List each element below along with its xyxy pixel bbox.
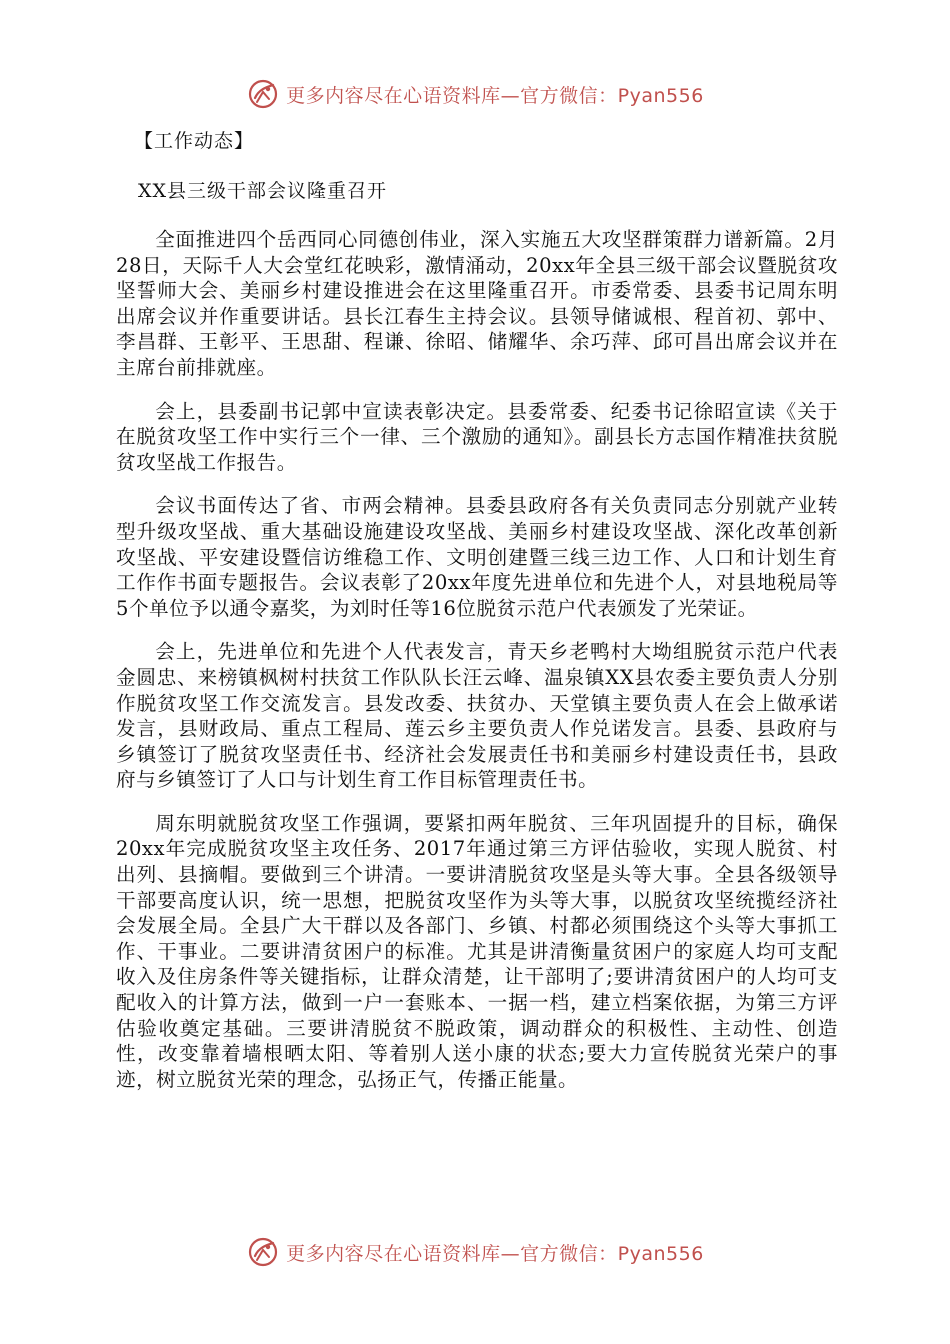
brand-logo-icon [246, 77, 280, 111]
section-tag: 【工作动态】 [134, 130, 255, 152]
article-headline: XX县三级干部会议隆重召开 [138, 180, 388, 202]
paragraph: 周东明就脱贫攻坚工作强调，要紧扣两年脱贫、三年巩固提升的目标，确保20xx年完成脱贫攻坚主攻任务、2017年通过第三方评估验收，实现人脱贫、村出列、县摘帽。要做到三个讲清。一要讲清脱贫攻坚是头等大事。全县各级领导干部要高度认识，统一思想，把脱贫攻坚作为头等大事，以脱贫攻坚统揽经济社会发展全局。全县广大干群以及各部门、乡镇、村都必须围绕这个头等大事抓工作、干事业。二要讲清贫困户的标准。尤其是讲清衡量贫困户的家庭人均可支配收入及住房条件等关键指标，让群众清楚，让干部明了;要讲清贫困户的人均可支配收入的计算方法，做到一户一套账本、一据一档，建立档案依据，为第三方评估验收奠定基础。三要讲清脱贫不脱政策，调动群众的积极性、主动性、创造性，改变靠着墙根晒太阳、等着别人送小康的状态;要大力宣传脱贫光荣户的事迹，树立脱贫光荣的理念，弘扬正气，传播正能量。 [116, 811, 838, 1091]
paragraph: 会上，县委副书记郭中宣读表彰决定。县委常委、纪委书记徐昭宣读《关于在脱贫攻坚工作中实行三个一律、三个激励的通知》。副县长方志国作精准扶贫脱贫攻坚战工作报告。 [116, 399, 838, 474]
paragraph: 会上，先进单位和先进个人代表发言，青天乡老鸭村大坳组脱贫示范户代表金圆忠、来榜镇枫树村扶贫工作队队长汪云峰、温泉镇XX县农委主要负责人分别作脱贫攻坚工作交流发言。县发改委、扶贫办、天堂镇主要负责人在会上做承诺发言，县财政局、重点工程局、莲云乡主要负责人作兑诺发言。县委、县政府与乡镇签订了脱贫攻坚责任书、经济社会发展责任书和美丽乡村建设责任书，县政府与乡镇签订了人口与计划生育工作目标管理责任书。 [116, 640, 838, 792]
paragraph: 会议书面传达了省、市两会精神。县委县政府各有关负责同志分别就产业转型升级攻坚战、重大基础设施建设攻坚战、美丽乡村建设攻坚战、深化改革创新攻坚战、平安建设暨信访维稳工作、文明创建暨三线三边工作、人口和计划生育工作作书面专题报告。会议表彰了20xx年度先进单位和先进个人，对县地税局等5个单位予以通令嘉奖，为刘时任等16位脱贫示范户代表颁发了光荣证。 [116, 494, 838, 620]
watermark-banner-bottom [0, 1230, 950, 1274]
brand-logo-icon [246, 1235, 280, 1269]
document-body [116, 124, 838, 1092]
paragraph: 全面推进四个岳西同心同德创伟业，深入实施五大攻坚群策群力谱新篇。2月28日，天际千人大会堂红花映彩，激情涌动，20xx年全县三级干部会议暨脱贫攻坚誓师大会、美丽乡村建设推进会在这里隆重召开。市委常委、县委书记周东明出席会议并作重要讲话。县长江春生主持会议。县领导储诚根、程首初、郭中、李昌群、王彰平、王思甜、程谦、徐昭、储耀华、余巧萍、邱可昌出席会议并在主席台前排就座。 [116, 228, 838, 379]
watermark-text: 更多内容尽在心语资料库—官方微信：Pyan556 [286, 84, 704, 107]
watermark-text: 更多内容尽在心语资料库—官方微信：Pyan556 [286, 1242, 704, 1265]
watermark-banner-top [0, 72, 950, 116]
